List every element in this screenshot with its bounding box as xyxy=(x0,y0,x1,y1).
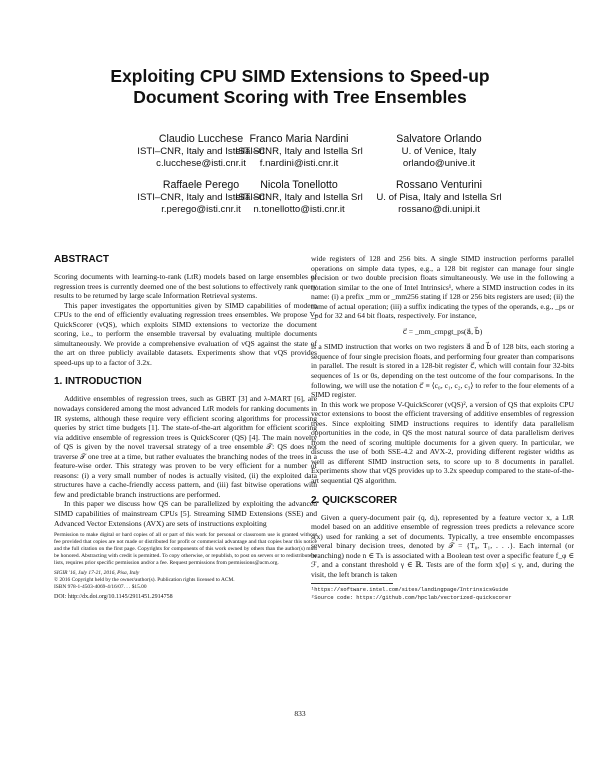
author-name: Claudio Lucchese xyxy=(158,133,244,145)
author-name: Franco Maria Nardini xyxy=(249,133,349,145)
title-line-2: Document Scoring with Tree Ensembles xyxy=(133,87,467,107)
paper-title xyxy=(60,66,540,108)
footnote xyxy=(311,594,574,602)
author-affiliation: ISTI–CNR, Italy and Istella Srl xyxy=(137,191,265,203)
author-email: n.tonellotto@isti.cnr.it xyxy=(253,204,345,215)
author-affiliation: ISTI–CNR, Italy and Istella Srl xyxy=(235,191,363,203)
introduction-heading: 1. INTRODUCTION xyxy=(54,376,142,388)
author-email: c.lucchese@isti.cnr.it xyxy=(156,158,246,169)
page-number: 833 xyxy=(294,709,306,718)
author-email: orlando@unive.it xyxy=(402,158,476,169)
author-block xyxy=(359,133,519,171)
author-name: Salvatore Orlando xyxy=(396,133,482,145)
left-column xyxy=(54,254,317,602)
author-affiliation: U. of Pisa, Italy and Istella Srl xyxy=(376,191,502,203)
abstract-heading: ABSTRACT xyxy=(54,254,109,265)
author-affiliation: ISTI–CNR, Italy and Istella Srl xyxy=(137,145,265,157)
author-email: rossano@di.unipi.it xyxy=(398,204,480,215)
footnote-link[interactable]: ²Source code: https://github.com/hpclab/vectorized-quickscorer xyxy=(311,595,512,602)
author-email: f.nardini@isti.cnr.it xyxy=(259,158,339,169)
quickscorer-heading: 2. QUICKSCORER xyxy=(311,494,398,506)
permission-notice: Permission to make digital or hard copies of all or part of this work for personal or classroom use is granted without fee provided that copies are not made or distributed for profit or commercial advantage and that copies bear this notice and the full citation on the first page. Copyrights for components of this work owned by others than the author(s) must be honored. Abstracting with credit is permitted. To copy otherwise, or republish, to post on servers or to redistribute to lists, requires prior specific permission and/or a fee. Request permissions from permissions@acm.org. xyxy=(54,532,317,566)
quickscorer-paragraph: Given a query-document pair (q, dᵢ), represented by a feature vector x, a LtR model based on an additive ensemble of regression trees predicts a relevance score s(x) used for ranking a set of documents. Typically, a tree ensemble encompasses several binary decision trees, denoted by 𝒯 = {T₀, T₁, . . .}. Each internal (or branching) node n ∈ Tₕ is associated with a Boolean test over a specific feature f_φ ∈ ℱ, and a constant threshold γ ∈ ℝ. Tests are of the form x[φ] ≤ γ, and, during the visit, the left branch is taken xyxy=(311,512,574,579)
copyright-block xyxy=(54,570,317,591)
body-paragraph: wide registers of 128 and 256 bits. A single SIMD instruction performs parallel operations on simple data types, e.g., a 128 bit register can manage four single precision or two double precision floats simultaneously. We use in the following a notation similar to the one of Intel Intrinsics¹, where a SIMD instruction codes in its name: (i) a prefix _mm or _mm256 stating if 128 or 256 bits registers are used; (ii) the name of actual operation; (iii) a suffix indicating the types of the operands, e.g., _ps or _pd for 32 and 64 bit floats, respectively. For instance, xyxy=(311,254,574,321)
author-block xyxy=(219,179,379,217)
author-affiliation: ISTI–CNR, Italy and Istella Srl xyxy=(235,145,363,157)
author-affiliation: U. of Venice, Italy xyxy=(401,145,477,157)
footnote-link[interactable]: ¹https://software.intel.com/sites/landingpage/IntrinsicsGuide xyxy=(311,587,509,594)
author-name: Raffaele Perego xyxy=(162,179,240,191)
author-email: r.perego@isti.cnr.it xyxy=(161,204,241,215)
doi-link[interactable]: DOI: http://dx.doi.org/10.1145/2911451.2914758 xyxy=(54,593,173,600)
title-line-1: Exploiting CPU SIMD Extensions to Speed-up xyxy=(110,66,490,86)
body-paragraph: In this work we propose V-QuickScorer (vQS)², a version of QS that exploits CPU vector extensions to boost the efficient traversing of additive ensembles of regression trees. Since exploiting SIMD instructions requires to identify data parallelism opportunities in the code, in QS the most natural source of data parallelism derives from the need of scoring multiple documents for a given query. In particular, we discuss the use of both SSE-4.2 and AVX-2, providing different register widths as well as different SIMD instruction sets, to score up to 8 documents in parallel. Experiments show that vQS provides up to 3.2x speedup compared to the state-of-the-art sequential QS algorithm. xyxy=(311,399,574,486)
abstract-paragraph: Scoring documents with learning-to-rank (LtR) models based on large ensembles of regression trees is currently deemed one of the best solutions to effectively rank query results to be returned by large scale Information Retrieval systems. xyxy=(54,272,317,301)
author-name: Nicola Tonellotto xyxy=(260,179,338,191)
footnote-separator xyxy=(311,583,393,584)
introduction-paragraph: Additive ensembles of regression trees, such as GBRT [3] and λ-MART [6], are nowadays considered among the most advanced LtR models for ranking documents in IR systems, although these require very efficient scoring algorithms for processing queries by strict time budgets [1]. The state-of-the-art algorithm for efficient scoring via additive ensemble of regression trees is QuickScorer (QS) [4]. The main novelty of QS is given by the novel traversal strategy of a tree ensemble 𝒯: QS does not traverse 𝒯 one tree at a time, but rather evaluates the branching nodes of the trees in a feature-wise order. This strategy was proven to be very efficient for a number of reasons: (i) a very small number of nodes is actually visited, (ii) the exploited data structures have a cache-friendly access pattern, and (iii) fast bitwise operations with few and predictable branch instructions are performed. xyxy=(54,394,317,499)
author-block xyxy=(219,133,379,171)
author-name: Rossano Venturini xyxy=(396,179,482,191)
author-block xyxy=(359,179,519,217)
conference-info: SIGIR '16, July 17-21, 2016, Pisa, Italy xyxy=(54,569,140,576)
abstract-paragraph: This paper investigates the opportunities given by SIMD capabilities of modern CPUs to the end of efficiently evaluating regression trees ensembles. We propose V-QuickScorer (vQS), which exploits SIMD extensions to vectorize the document scoring, i.e., to perform the ensemble traversal by evaluating multiple documents simultaneously. We provide a comprehensive evaluation of vQS against the state of the art on three publicly available datasets. Experiments show that vQS provides speed-ups up to a factor of 3.2x. xyxy=(54,300,317,367)
right-column xyxy=(311,254,574,602)
copyright-line: © 2016 Copyright held by the owner/author(s). Publication rights licensed to ACM. xyxy=(54,576,235,583)
footnote xyxy=(311,586,574,594)
equation: c⃗ = _mm_cmpgt_ps(a⃗, b⃗) xyxy=(402,326,483,336)
body-paragraph: is a SIMD instruction that works on two registers a⃗ and b⃗ of 128 bits, each storing a sequence of four single precision floats, and performing four greater than comparisons in parallel. The result is stored in a 128-bit register c⃗, which will contain four 32-bits sequences of 1s or 0s, depending on the test outcome of the four comparisons. In the following, we will use the notation c⃗ ≡ ⟨c₀, c₁, c₂, c₃⟩ to refer to the four elements of a SIMD register. xyxy=(311,342,574,400)
isbn-line: ISBN 978-1-4503-4069-4/16/07. . . $15.00 xyxy=(54,583,147,590)
introduction-paragraph: In this paper we discuss how QS can be parallelized by exploiting the advanced SIMD capabilities of mainstream CPUs [5]. Streaming SIMD Extensions (SSE) and Advanced Vector Extensions (AVX) are sets of instructions exploiting xyxy=(54,499,317,528)
